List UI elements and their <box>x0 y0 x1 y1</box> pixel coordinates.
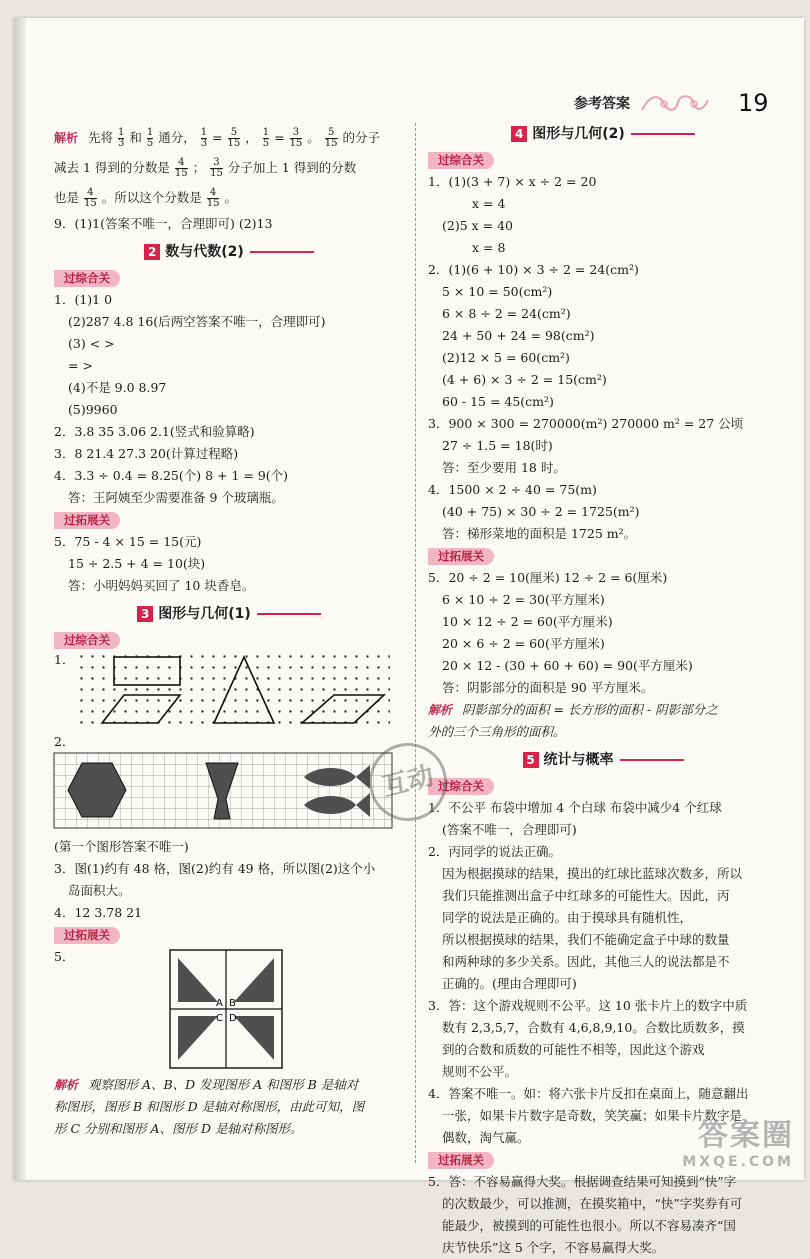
answer-line: 答：至少要用 18 时。 <box>442 460 566 475</box>
watermark-url: MXQE.COM <box>682 1154 794 1170</box>
answer-line: 1．(1)1 0 <box>54 292 113 307</box>
analysis-line: 外的三个三角形的面积。 <box>428 724 566 739</box>
answer-line: 我们只能推测出盒子中红球多的可能性大。因此，丙 <box>442 888 730 903</box>
answer-line: (3) < > <box>68 336 115 351</box>
answer-page <box>14 18 804 1255</box>
text: 。 <box>224 190 237 205</box>
answer-line: (答案不唯一，合理即可) <box>442 822 577 837</box>
answer-line: 20 × 6 ÷ 2 = 60(平方厘米) <box>442 636 605 651</box>
question-number: 2． <box>54 734 75 749</box>
answer-line: 5．75 - 4 × 15 = 15(元) <box>54 534 202 549</box>
fraction: $\frac{1}{3}$ <box>118 127 125 149</box>
section-title-2 <box>54 241 404 263</box>
answer-line: 24 + 50 + 24 = 98(cm²) <box>442 328 595 343</box>
analysis-keyword: 解析 <box>54 131 79 145</box>
book-spine <box>14 18 26 1180</box>
section-title-4 <box>428 123 778 145</box>
answer-line: 60 - 15 = 45(cm²) <box>442 394 554 409</box>
answer-line: x = 8 <box>472 240 506 255</box>
text: 也是 <box>54 190 80 205</box>
fraction: $\frac{5}{15}$ <box>227 127 241 149</box>
section-name: 数与代数(2) <box>165 244 244 260</box>
fraction: $\frac{5}{15}$ <box>324 127 338 149</box>
answer-line: 3．8 21.4 27.3 20(计算过程略) <box>54 446 239 461</box>
answer-block <box>428 567 778 699</box>
text: 。 <box>307 130 320 145</box>
watermark-title: 答案圈 <box>698 1118 794 1153</box>
answer-line: 4．1500 × 2 ÷ 40 = 75(m) <box>428 482 597 497</box>
tag-extension: 过拓展关 <box>54 927 120 944</box>
answer-line: 因为根据摸球的结果，摸出的红球比蓝球次数多，所以 <box>442 866 743 881</box>
answer-line: (2)287 4.8 16(后两空答案不唯一，合理即可) <box>68 314 326 329</box>
answer-line: 6 × 10 ÷ 2 = 30(平方厘米) <box>442 592 605 607</box>
answer-line: 2．丙同学的说法正确。 <box>428 844 561 859</box>
tag-comprehensive: 过综合关 <box>54 270 120 287</box>
answer-line: 和两种球的多少关系。因此，其他三人的说法都是不 <box>442 954 730 969</box>
section-rule <box>250 251 314 253</box>
answer-q9: 9．(1)1(答案不唯一，合理即可) (2)13 <box>54 216 273 231</box>
analysis-line-1 <box>54 123 404 153</box>
answer-line: 4．12 3.78 21 <box>54 905 143 920</box>
analysis-line: 称图形，图形 B 和图形 D 是轴对称图形，由此可知，图 <box>54 1099 365 1114</box>
answer-line: (4)不是 9.0 8.97 <box>68 380 167 395</box>
tag-comprehensive: 过综合关 <box>428 778 494 795</box>
answer-line: 27 ÷ 1.5 = 18(时) <box>442 438 553 453</box>
text: 减去 1 得到的分数是 <box>54 160 170 175</box>
text: 通分， <box>158 130 196 145</box>
fraction: $\frac{1}{5}$ <box>262 127 270 149</box>
label-d: D <box>229 1013 237 1024</box>
answer-line: 4．3.3 ÷ 0.4 = 8.25(个) 8 + 1 = 9(个) <box>54 468 289 483</box>
fraction: $\frac{3}{15}$ <box>289 127 303 149</box>
decorative-swirl-icon <box>640 92 710 114</box>
answer-line: 答：小明妈妈买回了 10 块香皂。 <box>68 578 255 593</box>
text: 和 <box>129 130 142 145</box>
text: 。所以这个分数是 <box>101 190 202 205</box>
q2-note: (第一个图形答案不唯一) <box>54 839 189 854</box>
section-name: 图形与几何(2) <box>532 126 625 142</box>
section-number: 4 <box>511 126 527 142</box>
answer-line: 的次数最少，可以推测，在摸奖箱中，“快”字奖券有可 <box>442 1196 743 1211</box>
label-a: A <box>216 998 223 1009</box>
answer-line: 20 × 12 - (30 + 60 + 60) = 90(平方厘米) <box>442 658 693 673</box>
answer-line: 3．图(1)约有 48 格，图(2)约有 49 格，所以图(2)这个小 <box>54 861 376 876</box>
fraction: $\frac{4}{15}$ <box>174 157 188 179</box>
grid-figure <box>54 753 394 829</box>
tag-extension: 过拓展关 <box>428 548 494 565</box>
answer-line: 4．答案不唯一。如：将六张卡片反扣在桌面上，随意翻出 <box>428 1086 749 1101</box>
answer-line: 5．20 ÷ 2 = 10(厘米) 12 ÷ 2 = 6(厘米) <box>428 570 668 585</box>
q1-figure <box>54 651 404 731</box>
answer-line: 2．3.8 35 3.06 2.1(竖式和验算略) <box>54 424 255 439</box>
answer-line: 正确的。(理由合理即可) <box>442 976 577 991</box>
answer-line: 5．答：不容易赢得大奖。根据调查结果可知摸到“快”字 <box>428 1174 737 1189</box>
text: 的分子 <box>342 130 381 145</box>
answer-line: 数有 2,3,5,7，合数有 4,6,8,9,10。合数比质数多，摸 <box>442 1020 745 1035</box>
label-b: B <box>229 998 236 1009</box>
analysis-line-3 <box>54 183 404 213</box>
answer-line: 15 ÷ 2.5 + 4 = 10(块) <box>68 556 206 571</box>
tag-extension: 过拓展关 <box>428 1152 494 1169</box>
section-title-3 <box>54 603 404 625</box>
analysis-line-2 <box>54 153 404 183</box>
tag-comprehensive: 过综合关 <box>54 632 120 649</box>
answer-line: (5)9960 <box>68 402 118 417</box>
answer-line: 所以根据摸球的结果，我们不能确定盒子中球的数量 <box>442 932 730 947</box>
answer-line: 到的合数和质数的可能性不相等，因此这个游戏 <box>442 1042 705 1057</box>
text: 阴影部分的面积 = 长方形的面积 - 阴影部分之 <box>462 702 718 717</box>
fraction: $\frac{4}{15}$ <box>84 187 97 209</box>
answer-line: 5 × 10 = 50(cm²) <box>442 284 553 299</box>
answer-line: x = 4 <box>472 196 506 211</box>
answer-line: 庆节快乐”这 5 个字，不容易赢得大奖。 <box>442 1240 665 1255</box>
tag-extension: 过拓展关 <box>54 512 120 529</box>
answer-line: (40 + 75) × 30 ÷ 2 = 1725(m²) <box>442 504 640 519</box>
question-number: 5． <box>54 949 75 964</box>
answer-line: 1．(1)(3 + 7) × x ÷ 2 = 20 <box>428 174 597 189</box>
site-watermark <box>682 1110 794 1170</box>
text: = <box>212 130 227 145</box>
section-name: 统计与概率 <box>543 752 614 768</box>
analysis-line <box>428 699 778 721</box>
answer-line: (2)12 × 5 = 60(cm²) <box>442 350 570 365</box>
text: 分子加上 1 得到的分数 <box>227 160 357 175</box>
fraction: $\frac{1}{3}$ <box>200 127 208 149</box>
label-c: C <box>216 1013 223 1024</box>
answer-line: 3．900 × 300 = 270000(m²) 270000 m² = 27 公顷 <box>428 416 744 431</box>
fraction: $\frac{4}{15}$ <box>206 187 220 209</box>
answer-line: 6 × 8 ÷ 2 = 24(cm²) <box>442 306 571 321</box>
answer-block <box>428 1171 778 1259</box>
right-column <box>428 123 778 1259</box>
section-title-5 <box>428 749 778 771</box>
answer-line: 答：梯形菜地的面积是 1725 m²。 <box>442 526 637 541</box>
analysis-line: 形 C 分别和图形 A、图形 D 是轴对称图形。 <box>54 1121 303 1136</box>
answer-line: 3．答：这个游戏规则不公平。这 10 张卡片上的数字中质 <box>428 998 748 1013</box>
q5-figure <box>54 946 404 1074</box>
answer-line: 能最少，被摸到的可能性也很小。所以不容易凑齐“国 <box>442 1218 736 1233</box>
section-number: 5 <box>523 752 539 768</box>
section-name: 图形与几何(1) <box>158 606 251 622</box>
answer-block <box>428 797 778 1149</box>
analysis-keyword: 解析 <box>428 703 453 717</box>
analysis-keyword: 解析 <box>54 1078 79 1092</box>
question-number: 1． <box>54 652 75 667</box>
answer-line: 2．(1)(6 + 10) × 3 ÷ 2 = 24(cm²) <box>428 262 639 277</box>
fraction: $\frac{3}{15}$ <box>210 157 223 179</box>
page-header <box>574 88 769 118</box>
header-label: 参考答案 <box>574 96 630 112</box>
answer-line: = > <box>68 358 93 373</box>
tag-comprehensive: 过综合关 <box>428 152 494 169</box>
answer-line: 答：阴影部分的面积是 90 平方厘米。 <box>442 680 654 695</box>
text: 观察图形 A、B、D 发现图形 A 和图形 B 是轴对 <box>88 1077 359 1092</box>
page-number: 19 <box>738 89 769 117</box>
answer-line: 规则不公平。 <box>442 1064 518 1079</box>
answer-line: 偶数，淘气赢。 <box>442 1130 530 1145</box>
answer-line: 一张，如果卡片数字是奇数，笑笑赢；如果卡片数字是 <box>442 1108 743 1123</box>
left-column <box>54 123 404 1140</box>
column-divider <box>415 123 416 1163</box>
answer-line: 同学的说法是正确的。由于摸球具有随机性， <box>442 910 693 925</box>
section-rule <box>631 133 695 135</box>
text: = <box>274 130 289 145</box>
answer-line: 1．不公平 布袋中增加 4 个白球 布袋中减少4 个红球 <box>428 800 722 815</box>
dot-grid-figure <box>54 651 394 731</box>
answer-line: (4 + 6) × 3 ÷ 2 = 15(cm²) <box>442 372 607 387</box>
answer-block <box>428 171 778 545</box>
answer-line: 答：王阿姨至少需要准备 9 个玻璃瓶。 <box>68 490 284 505</box>
section-number: 3 <box>137 606 153 622</box>
text: 先将 <box>88 130 114 145</box>
analysis-line <box>54 1074 404 1096</box>
answer-line: 10 × 12 ÷ 2 = 60(平方厘米) <box>442 614 613 629</box>
answer-line: 岛面积大。 <box>68 883 131 898</box>
symmetry-figure <box>54 946 394 1074</box>
section-rule <box>257 613 321 615</box>
fraction: $\frac{1}{5}$ <box>146 127 154 149</box>
section-number: 2 <box>144 244 160 260</box>
text: ； <box>192 160 206 175</box>
answer-line: (2)5 x = 40 <box>442 218 514 233</box>
stamp-text: 互动 <box>379 761 437 803</box>
text: ， <box>245 130 258 145</box>
section-rule <box>620 759 684 761</box>
